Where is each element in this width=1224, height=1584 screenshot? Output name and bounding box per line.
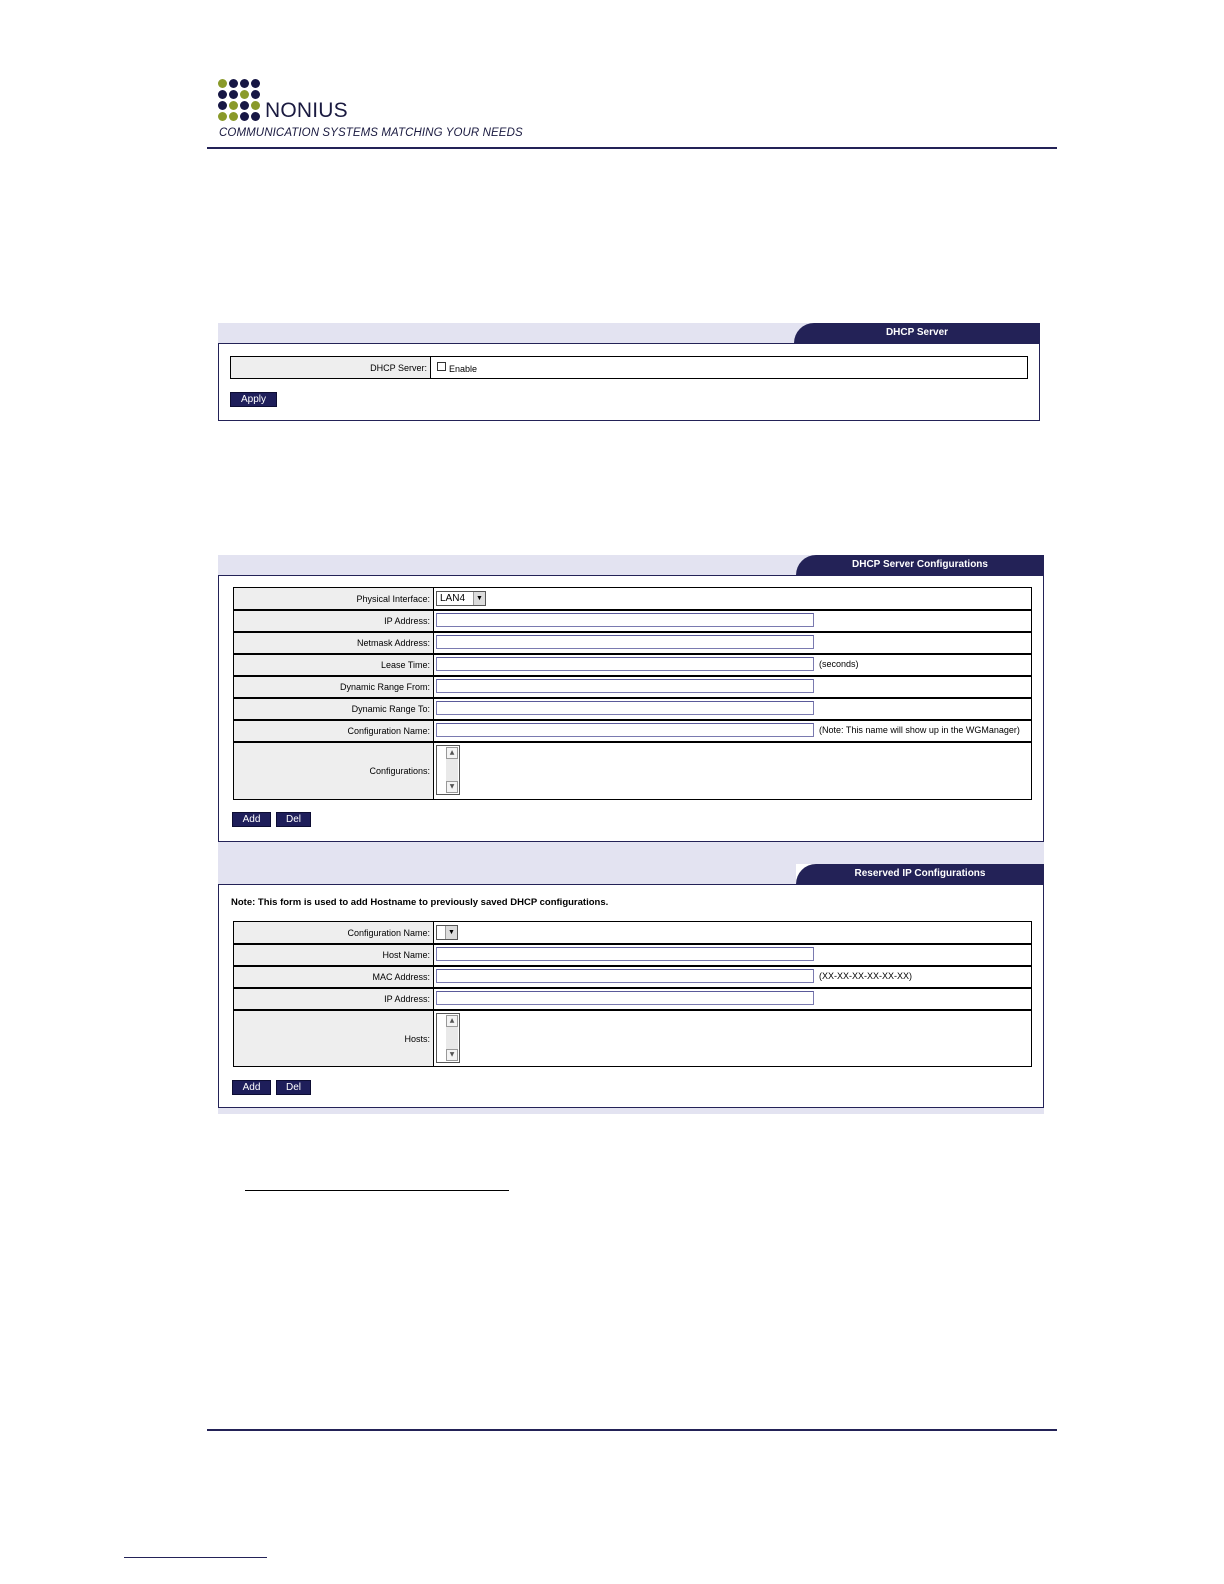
add-configuration-button[interactable]: Add: [232, 812, 271, 827]
ip-address-row: [233, 610, 1032, 632]
range-from-input[interactable]: [436, 679, 814, 693]
logo-dot: [218, 112, 227, 121]
scroll-up-icon[interactable]: ▲: [446, 747, 458, 759]
panel-body: [218, 884, 1044, 1108]
mac-address-input[interactable]: [436, 969, 814, 983]
reserved-ip-address-input[interactable]: [436, 991, 814, 1005]
mac-address-hint: (XX-XX-XX-XX-XX-XX): [819, 971, 913, 981]
physical-interface-row: [233, 587, 1032, 610]
logo-dot: [251, 79, 260, 88]
logo-dot: [218, 90, 227, 99]
netmask-input[interactable]: [436, 635, 814, 649]
hosts-label: Hosts:: [234, 1011, 434, 1066]
panel-body: [218, 343, 1040, 421]
config-name-hint: (Note: This name will show up in the WGManager): [819, 725, 1020, 735]
ip-address-input[interactable]: [436, 613, 814, 627]
dhcp-server-panel: [218, 323, 1040, 421]
add-host-button[interactable]: Add: [232, 1080, 271, 1095]
logo-dot: [229, 90, 238, 99]
host-name-row: [233, 944, 1032, 966]
reserved-config-name-select[interactable]: [436, 925, 458, 940]
dropdown-arrow-icon: ▼: [445, 926, 457, 939]
dhcp-configurations-panel: [218, 555, 1044, 842]
configurations-label: Configurations:: [234, 743, 434, 799]
reserved-ip-panel: [218, 842, 1044, 1114]
configurations-row: [233, 742, 1032, 800]
range-to-label: Dynamic Range To:: [234, 699, 434, 719]
footnote-line: [124, 1557, 267, 1558]
delete-host-button[interactable]: Del: [276, 1080, 311, 1095]
panel-header-bar-lower: [218, 864, 796, 884]
header-divider: [207, 147, 1057, 149]
range-from-label: Dynamic Range From:: [234, 677, 434, 697]
scroll-down-icon[interactable]: ▼: [446, 781, 458, 793]
dhcp-server-value: [431, 357, 1027, 378]
panel-body: [218, 575, 1044, 842]
netmask-row: [233, 632, 1032, 654]
host-name-label: Host Name:: [234, 945, 434, 965]
dhcp-server-label: DHCP Server:: [231, 357, 431, 378]
logo-dot: [229, 79, 238, 88]
range-to-row: [233, 698, 1032, 720]
config-name-label: Configuration Name:: [234, 721, 434, 741]
physical-interface-select[interactable]: [436, 591, 486, 606]
enable-checkbox-icon[interactable]: [437, 362, 446, 371]
text-underline: [245, 1190, 509, 1191]
brand-name: NONIUS: [265, 99, 348, 122]
hosts-listbox[interactable]: [436, 1013, 460, 1063]
logo-dot: [229, 101, 238, 110]
logo-dot: [240, 79, 249, 88]
panel-title: DHCP Server: [794, 323, 1040, 343]
logo-dot: [218, 101, 227, 110]
brand-tagline: COMMUNICATION SYSTEMS MATCHING YOUR NEEDS: [219, 127, 523, 139]
listbox-scrollbar[interactable]: [446, 747, 458, 793]
range-to-input[interactable]: [436, 701, 814, 715]
physical-interface-label: Physical Interface:: [234, 588, 434, 609]
nonius-logo-icon: [218, 79, 262, 123]
dropdown-arrow-icon: ▼: [473, 592, 485, 605]
reserved-ip-address-label: IP Address:: [234, 989, 434, 1009]
host-name-input[interactable]: [436, 947, 814, 961]
dhcp-server-row: [230, 356, 1028, 379]
reserved-ip-note: Note: This form is used to add Hostname to previously saved DHCP configurations.: [231, 897, 609, 908]
lease-time-row: [233, 654, 1032, 676]
panel-header-bar: [218, 842, 1044, 864]
enable-label: Enable: [449, 364, 478, 374]
lease-time-input[interactable]: [436, 657, 814, 671]
logo-dot: [218, 79, 227, 88]
apply-button[interactable]: Apply: [230, 392, 277, 407]
config-name-row: [233, 720, 1032, 742]
hosts-row: [233, 1010, 1032, 1067]
scroll-up-icon[interactable]: ▲: [446, 1015, 458, 1027]
panel-footer-bar: [218, 1108, 1044, 1114]
logo-dot: [251, 90, 260, 99]
mac-address-label: MAC Address:: [234, 967, 434, 987]
range-from-row: [233, 676, 1032, 698]
reserved-ip-address-row: [233, 988, 1032, 1010]
ip-address-label: IP Address:: [234, 611, 434, 631]
mac-address-row: [233, 966, 1032, 988]
footer-divider: [207, 1429, 1057, 1431]
panel-title: Reserved IP Configurations: [796, 864, 1044, 884]
reserved-config-name-row: [233, 921, 1032, 944]
logo-dot: [240, 101, 249, 110]
logo-dot: [240, 112, 249, 121]
lease-time-hint: (seconds): [819, 659, 859, 669]
config-name-input[interactable]: [436, 723, 814, 737]
delete-configuration-button[interactable]: Del: [276, 812, 311, 827]
logo-dot: [251, 112, 260, 121]
scroll-down-icon[interactable]: ▼: [446, 1049, 458, 1061]
reserved-config-name-label: Configuration Name:: [234, 922, 434, 943]
logo-dot: [240, 90, 249, 99]
logo-dot: [229, 112, 238, 121]
logo-dot: [251, 101, 260, 110]
listbox-scrollbar[interactable]: [446, 1015, 458, 1061]
configurations-listbox[interactable]: [436, 745, 460, 795]
panel-title: DHCP Server Configurations: [796, 555, 1044, 575]
physical-interface-value: LAN4: [440, 593, 466, 604]
lease-time-label: Lease Time:: [234, 655, 434, 675]
netmask-label: Netmask Address:: [234, 633, 434, 653]
